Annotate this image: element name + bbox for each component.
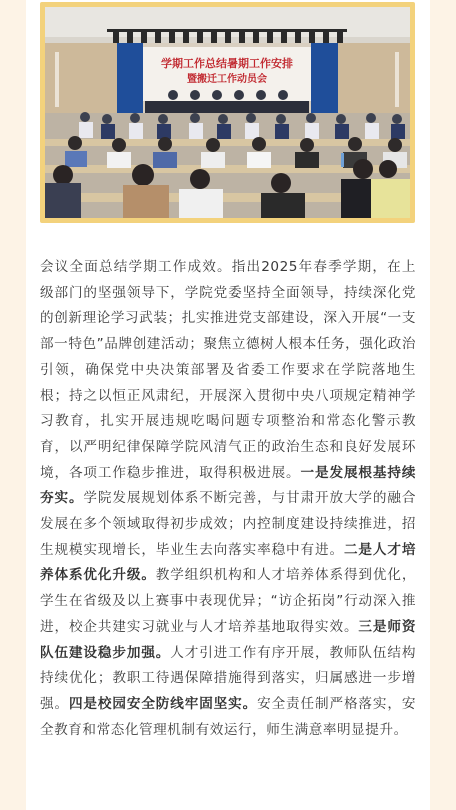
paragraph-safety: 安全责任制严格落实，安全教育和常态化管理机制有效运行，师生满意率明显提升。 <box>40 695 416 738</box>
paragraph-development: 学院发展规划体系不断完善，与甘肃开放大学的融合发展在多个领域取得初步成效；内控制度建设持续推进，招生规模实现增长，毕业生去向落实率稳中有进。 <box>40 490 416 558</box>
stage-lights <box>107 29 347 43</box>
paragraph-talent: 教学组织机构和人才培养体系得到优化，学生在省级及以上赛事中表现优异；“访企拓岗”行动深入推进，校企共建实习就业与人才培养基地取得实效。 <box>40 567 416 635</box>
banner-line-2: 暨搬迁工作动员会 <box>187 74 267 85</box>
highlight-1: 一是发展根基持续夯实。 <box>40 464 416 507</box>
highlight-2: 二是人才培养体系优化升级。 <box>40 541 416 584</box>
curtain-left <box>117 43 143 115</box>
paragraph-intro: 会议全面总结学期工作成效。指出2025年春季学期，在上级部门的坚强领导下，学院党委坚持全面领导，持续深化党的创新理论学习武装；扎实推进党支部建设，深入开展“一支部一特色”品牌创建活动；聚焦立德树人根本任务，强化政治引领，确保党中央决策部署及省委工作要求在学院落地生根；持之以恒正风肃纪，开展深入贯彻中央八项规定精神学习教育，扎实开展违规吃喝问题专项整治和常态化警示教育，以严明纪律保障学院风清气正的政治生态和良好发展环境，各项工作稳步推进，取得积极进展。 <box>40 259 416 481</box>
rostrum-table <box>145 101 309 115</box>
curtain-right <box>311 43 338 115</box>
article-body <box>40 255 416 743</box>
attendee-floral <box>123 185 169 218</box>
banner-line-1: 学期工作总结暑期工作安排 <box>161 57 293 70</box>
paragraph-faculty: 人才引进工作有序开展，教师队伍结构持续优化；教职工待遇保障措施得到落实，归属感进一步增强。 <box>40 644 416 712</box>
highlight-3: 三是师资队伍建设稳步加强。 <box>40 618 416 661</box>
photo-frame <box>40 2 415 223</box>
meeting-photo <box>45 7 410 218</box>
highlight-4: 四是校园安全防线牢固坚实。 <box>68 695 258 712</box>
